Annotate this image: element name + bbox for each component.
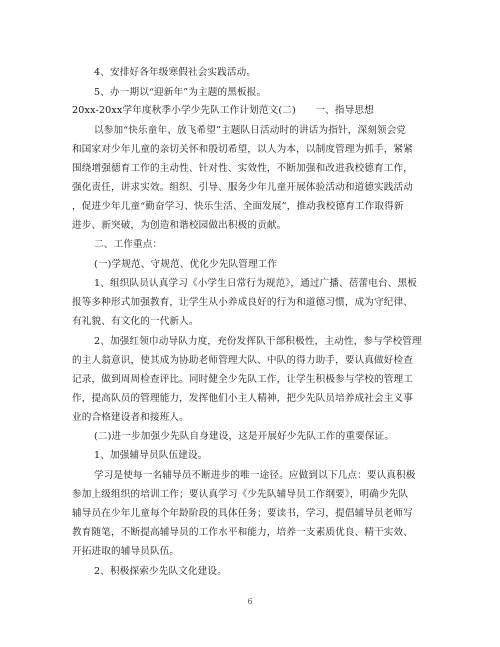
text-line: 强化责任，讲求实效。组织、引导、服务少年儿童开展体验活动和道德实践活动 [72, 182, 414, 193]
text-line: 报等多种形式加强教育，让学生从小养成良好的行为和道德习惯，成为守纪律、 [72, 297, 414, 308]
page-number: 6 [247, 597, 253, 606]
text-line: 2、加强红领巾动导队力度，充份发挥队干部积极性，主动性，参与学校管理 [94, 336, 422, 347]
text-line: ，促进少年儿童“勤奋学习、快乐生活、全面发展”，推动我校德育工作取得新 [72, 201, 404, 212]
text-line: 的主人翁意识，使其成为协助老师管理大队、中队的得力助手，要认真做好检查 [72, 355, 414, 366]
text-line: 业的合格建设者和接班人。 [72, 412, 189, 423]
text-line: 开拓进取的辅导员队伍。 [72, 546, 180, 557]
text-line: 进步、新突破，为创造和谐校园做出积极的贡献。 [72, 220, 287, 231]
text-line: 和国家对少年儿童的亲切关怀和殷切希望，以人为本，以制度管理为抓手，紧紧 [72, 144, 414, 155]
text-line: 1、加强辅导员队伍建设。 [94, 450, 208, 461]
text-line: 5、办一期以“迎新年”为主题的黑板报。 [94, 87, 267, 98]
text-line: (一)学规范、守规范、优化少先队管理工作 [94, 259, 278, 270]
text-line: 辅导员在少年儿童每个年龄阶段的具体任务；要读书，学习，提倡辅导员老师写 [72, 508, 414, 519]
text-line: (二)进一步加强少先队自身建设，这是开展好少先队工作的重要保证。 [94, 431, 395, 442]
text-line: 学习是使每一名辅导员不断进步的唯一途径。应做到以下几点：要认真积极 [94, 470, 416, 481]
text-line: 教育随笔，不断提高辅导员的工作水平和能力，培养一支素质优良、精干实效、 [72, 527, 414, 538]
text-line: 记录，做到周周检查评比。同时健全少先队工作，让学生积极参与学校的管理工 [72, 374, 414, 385]
text-line: 以参加“快乐童年、放飞希望”主题队日活动时的讲话为指针，深刻领会党 [94, 125, 407, 136]
text-line: 有礼貌、有文化的一代新人。 [72, 316, 199, 327]
text-line: 20xx-20xx学年度秋季小学少先队工作计划范文(二) 一、指导思想 [72, 105, 374, 116]
text-line: 4、安排好各年级寒假社会实践活动。 [94, 67, 257, 78]
text-line: 二、工作重点： [94, 239, 163, 250]
text-line: 2、积极探索少先队文化建设。 [94, 566, 227, 577]
text-line: 围绕增强德育工作的主动性、针对性、实效性，不断加强和改进我校德育工作， [72, 163, 414, 174]
text-line: 参加上级组织的培训工作；要认真学习《少先队辅导员工作纲要》，明确少先队 [72, 489, 409, 500]
text-line: 作，提高队员的管理能力，发挥他们小主人精神，把少先队员培养成社会主义事 [72, 393, 414, 404]
text-line: 1、组织队员认真学习《小学生日常行为规范》，通过广播、蓓蕾电台、黑板 [94, 278, 417, 289]
